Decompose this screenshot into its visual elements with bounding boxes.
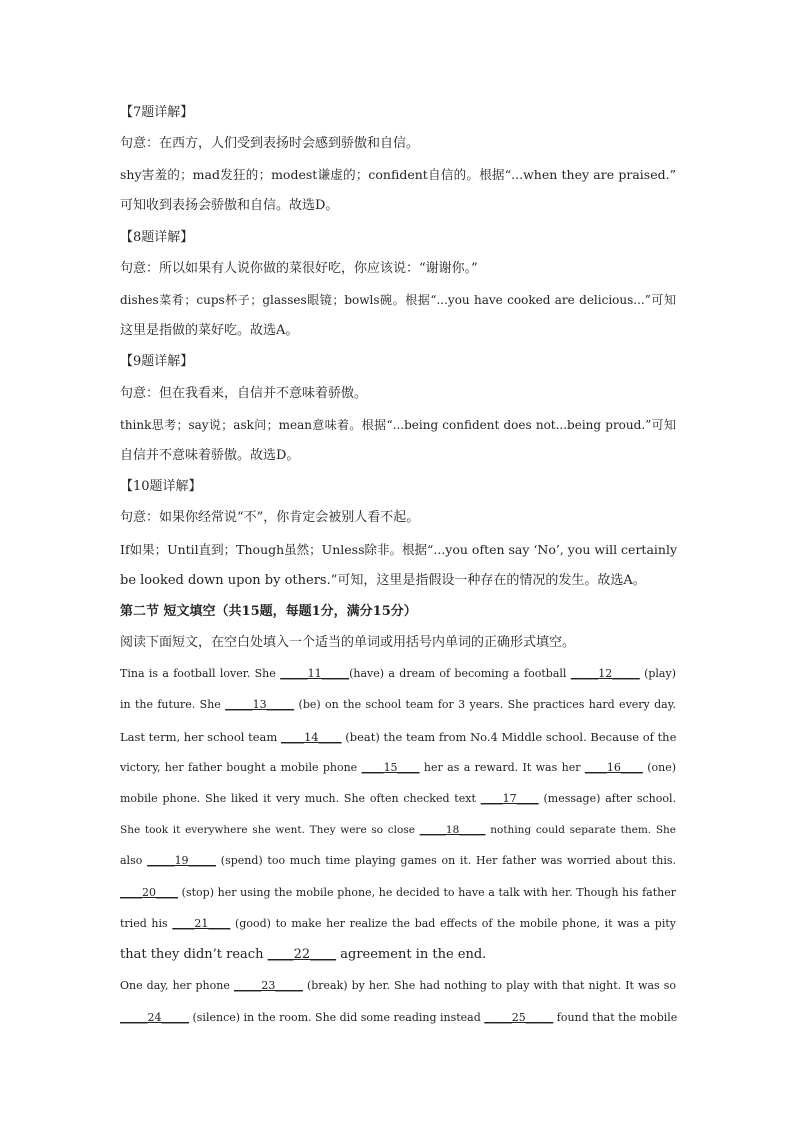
q7-explanation-line-2: 可知收到表扬会骄傲和自信。故选D。 [120, 198, 339, 213]
q9-meaning: 句意：但在我看来，自信并不意味着骄傲。 [120, 386, 368, 401]
q10-explanation-line-1: If如果；Until直到；Though虽然；Unless除非。根据“...you often say ‘No’, you will certainly [120, 542, 678, 557]
passage-line-6 [120, 821, 676, 839]
q9-explanation-line-1: think思考；say说；ask问；mean意味着。根据“...being confident does not...being proud.”可知 [120, 418, 676, 432]
passage-text: tried his [120, 917, 173, 930]
passage-text: also [120, 854, 148, 867]
passage-line-7 [120, 852, 676, 870]
passage-line-3 [120, 728, 676, 746]
passage-text: (beat) the team from No.4 Middle school. Because of the [341, 730, 677, 744]
blank-23[interactable]: _____23_____ [233, 979, 303, 992]
blank-14[interactable]: ____14____ [280, 730, 342, 744]
q8-explanation-line-2: 这里是指做的菜好吃。故选A。 [120, 323, 299, 338]
passage-line-12 [120, 1009, 676, 1027]
section-instruction: 阅读下面短文，在空白处填入一个适当的单词或用括号内单词的正确形式填空。 [120, 635, 576, 650]
passage-text: (stop) her using the mobile phone, he decided to have a talk with her. Though his father [178, 886, 676, 899]
blank-22[interactable]: ____22____ [267, 947, 337, 962]
blank-25[interactable]: _____25_____ [484, 1011, 554, 1024]
passage-text: (message) after school. [538, 792, 676, 805]
passage-text: She took it everywhere she went. They were so close [120, 824, 420, 836]
passage-text: found that the mobile [553, 1011, 678, 1024]
blank-16[interactable]: ____16____ [584, 761, 643, 774]
passage-text: mobile phone. She liked it very much. She often checked text [120, 792, 481, 805]
section-title: 第二节 短文填空（共15题，每题1分，满分15分） [120, 604, 417, 619]
q7-heading: 【7题详解】 [120, 105, 194, 120]
passage-text: One day, her phone [120, 979, 234, 992]
passage-line-9 [120, 915, 676, 933]
q8-meaning: 句意：所以如果有人说你做的菜很好吃，你应该说：“谢谢你。” [120, 261, 478, 276]
blank-13[interactable]: _____13_____ [225, 698, 295, 711]
passage-text: nothing could separate them. She [485, 824, 676, 836]
passage-text: that they didn’t reach [120, 947, 268, 962]
passage-text: (one) [642, 761, 677, 774]
q7-explanation-line-1: shy害羞的；mad发狂的；modest谦虚的；confident自信的。根据“...when they are praised.” [120, 167, 676, 182]
q8-explanation-line-1: dishes菜肴；cups杯子；glasses眼镜；bowls碗。根据“...you have cooked are delicious...”可知 [120, 293, 676, 307]
passage-line-2 [120, 696, 676, 714]
passage-text: (good) to make her realize the bad effects of the mobile phone, it was a pity [230, 917, 676, 930]
blank-11[interactable]: _____11_____ [280, 667, 350, 680]
passage-line-5 [120, 790, 676, 808]
passage-text: Tina is a football lover. She [120, 667, 281, 680]
passage-text: (break) by her. She had nothing to play with that night. It was so [302, 979, 676, 992]
q10-heading: 【10题详解】 [120, 479, 202, 494]
blank-17[interactable]: ____17____ [480, 792, 539, 805]
passage-text: agreement in the end. [336, 947, 487, 962]
q9-explanation-line-2: 自信并不意味着骄傲。故选D。 [120, 448, 300, 463]
blank-20[interactable]: ____20____ [120, 886, 178, 899]
passage-text: in the future. She [120, 698, 226, 711]
q10-explanation-line-2: be looked down upon by others.”可知，这里是指假设一种存在的情况的发生。故选A。 [120, 573, 646, 588]
passage-text: victory, her father bought a mobile phone [120, 761, 362, 774]
passage-line-11 [120, 977, 676, 995]
blank-21[interactable]: ____21____ [172, 917, 231, 930]
blank-12[interactable]: _____12_____ [570, 667, 640, 680]
passage-text: (have) a dream of becoming a football [349, 667, 571, 680]
passage-text: (play) [639, 667, 676, 680]
blank-18[interactable]: _____18_____ [419, 824, 486, 836]
q9-heading: 【9题详解】 [120, 354, 194, 369]
passage-text: (be) on the school team for 3 years. She practices hard every day. [294, 698, 676, 711]
blank-15[interactable]: ____15____ [361, 761, 420, 774]
passage-line-1 [120, 665, 676, 683]
passage-line-8 [120, 884, 676, 902]
q8-heading: 【8题详解】 [120, 230, 194, 245]
q10-meaning: 句意：如果你经常说“不”，你肯定会被别人看不起。 [120, 510, 420, 525]
passage-text: (spend) too much time playing games on it. Her father was worried about this. [216, 854, 676, 867]
passage-line-10 [120, 946, 676, 964]
passage-text: Last term, her school team [120, 730, 281, 744]
q7-meaning: 句意：在西方，人们受到表扬时会感到骄傲和自信。 [120, 136, 420, 151]
blank-19[interactable]: _____19_____ [147, 854, 217, 867]
blank-24[interactable]: _____24_____ [120, 1011, 189, 1024]
passage-text: her as a reward. It was her [419, 761, 585, 774]
passage-text: (silence) in the room. She did some reading instead [189, 1011, 485, 1024]
passage-line-4 [120, 759, 676, 777]
